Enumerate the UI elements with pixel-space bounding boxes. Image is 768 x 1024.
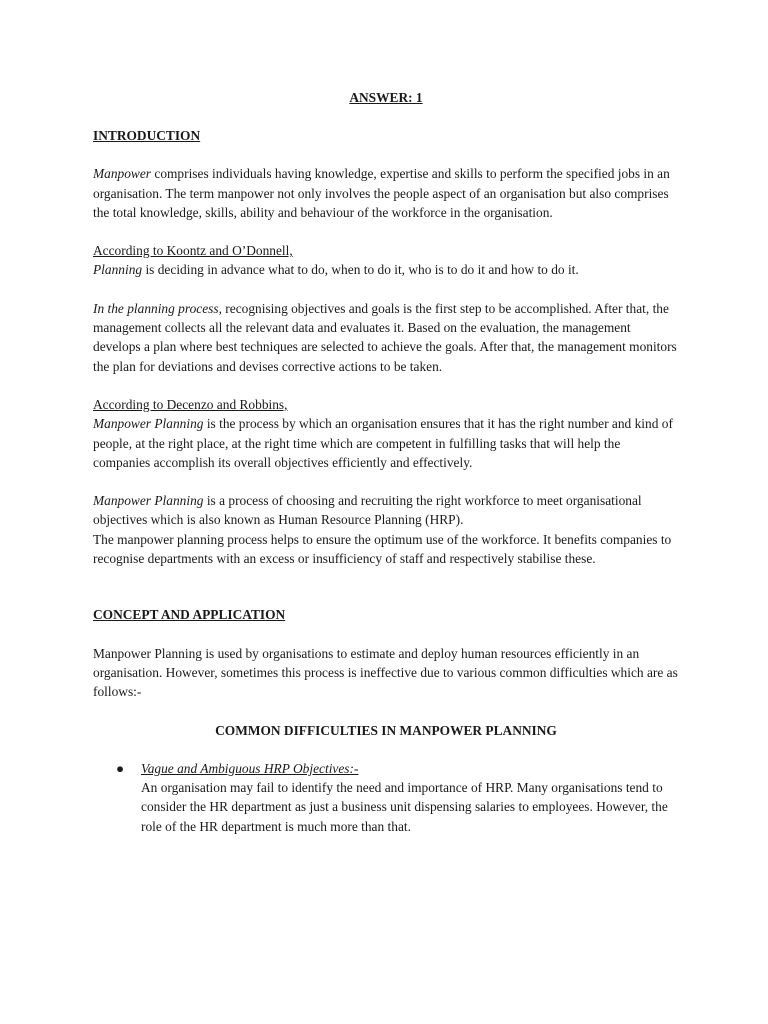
bullet-title-text: Vague and Ambiguous HRP Objectives:- (141, 760, 359, 776)
planning-definition-text: is deciding in advance what to do, when to do it, who is to do it and how to do it. (142, 262, 579, 278)
planning-process-text: , recognising objectives and goals is the first step to be accomplished. After that, the management collects all the relevant data and evaluates it. Based on the evaluation, the management develops a plan where best techniques are selected to achieve the goals. After that, the management monitors the plan for deviations and devises corrective actions to be taken. (93, 300, 677, 374)
document-page (93, 88, 679, 836)
planning-process-term: In the planning process (93, 300, 219, 316)
manpower-term: Manpower (93, 166, 152, 182)
concept-heading: CONCEPT AND APPLICATION (93, 607, 286, 623)
koontz-label: According to Koontz and O’Donnell, (93, 243, 293, 259)
bullet-title (141, 759, 679, 778)
manpower-planning-term: Manpower Planning (93, 416, 204, 432)
manpower-planning-term-2: Manpower Planning (93, 493, 204, 509)
manpower-planning-definition-paragraph (93, 414, 679, 472)
manpower-planning-process-paragraph (93, 491, 679, 530)
bullet-text: An organisation may fail to identify the need and importance of HRP. Many organisations tend to consider the HR department as just a business unit dispensing salaries to employees. However, the role of the HR department is much more than that. (141, 780, 668, 834)
manpower-definition-text: comprises individuals having knowledge, expertise and skills to perform the specified jobs in an organisation. The term manpower not only involves the people aspect of an organisation but also comprises the total knowledge, skills, ability and behaviour of the workforce in the organisation. (93, 166, 670, 220)
list-item (93, 759, 679, 836)
manpower-definition-paragraph (93, 164, 679, 222)
manpower-planning-benefits-paragraph: The manpower planning process helps to ensure the optimum use of the workforce. It benefits companies to recognise departments with an excess or insufficiency of staff and respectively stabilise these. (93, 531, 672, 567)
manpower-planning-process-text: is a process of choosing and recruiting the right workforce to meet organisational objectives which is also known as Human Resource Planning (HRP). (93, 493, 642, 528)
answer-title: ANSWER: 1 (349, 90, 423, 105)
bullet-icon: ● (116, 760, 125, 776)
koontz-citation (93, 241, 679, 260)
difficulties-heading: COMMON DIFFICULTIES IN MANPOWER PLANNING (215, 722, 557, 738)
concept-paragraph: Manpower Planning is used by organisations to estimate and deploy human resources efficiently in an organisation. However, sometimes this process is ineffective due to various common difficulties which are as follows:- (93, 645, 678, 700)
planning-definition-paragraph (93, 260, 679, 279)
manpower-planning-definition-text: is the process by which an organisation ensures that it has the right number and kind of people, at the right place, at the right time which are competent in fulfilling tasks that will help the companies accomplish its overall objectives efficiently and effectively. (93, 416, 673, 470)
planning-term: Planning (93, 262, 143, 278)
decenzo-citation (93, 395, 679, 414)
planning-process-paragraph (93, 299, 679, 376)
introduction-heading: INTRODUCTION (93, 128, 201, 143)
decenzo-label: According to Decenzo and Robbins, (93, 396, 288, 412)
